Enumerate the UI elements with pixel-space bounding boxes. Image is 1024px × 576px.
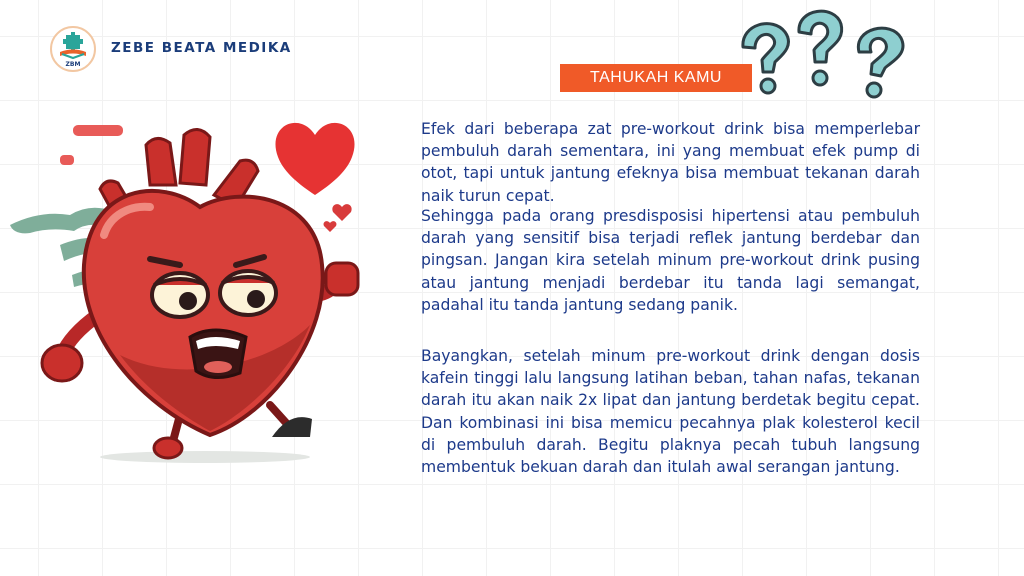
info-paragraph-2: Sehingga pada orang presdisposisi hipertensi atau pembuluh darah yang sensitif bisa terjadi reflek jantung berdebar dan pingsan. Jangan kira setelah minum pre-workout drink pusing atau jantung menjadi berdebar itu tanda lagi semangat, padahal itu tanda jantung sedang panik. [421,207,920,314]
info-paragraph-1: Efek dari beberapa zat pre-workout drink bisa memperlebar pembuluh darah sementara, ini yang membuat efek pump di otot, tapi untuk jantung efeknya bisa membuat tekanan darah naik turun cepat. [421,120,920,205]
clinic-logo-icon [50,26,96,72]
did-you-know-badge: TAHUKAH KAMU [560,64,752,92]
info-paragraph-3: Bayangkan, setelah minum pre-workout drink dengan dosis kafein tinggi lalu langsung latihan beban, tahan nafas, tekanan darah itu akan naik 2x lipat dan jantung berdetak begitu cepat. Dan kombinasi ini bisa memicu pecahnya plak kolesterol kecil di pembuluh darah. Begitu plaknya pecah tubuh langsung membentuk bekuan darah dan itulah awal serangan jantung. [421,347,920,477]
question-marks-icon [735,2,920,100]
logo-text: ZBM [65,61,81,68]
heart-mascot-icon [0,115,400,470]
brand-name: ZEBE BEATA MEDIKA [111,40,292,56]
